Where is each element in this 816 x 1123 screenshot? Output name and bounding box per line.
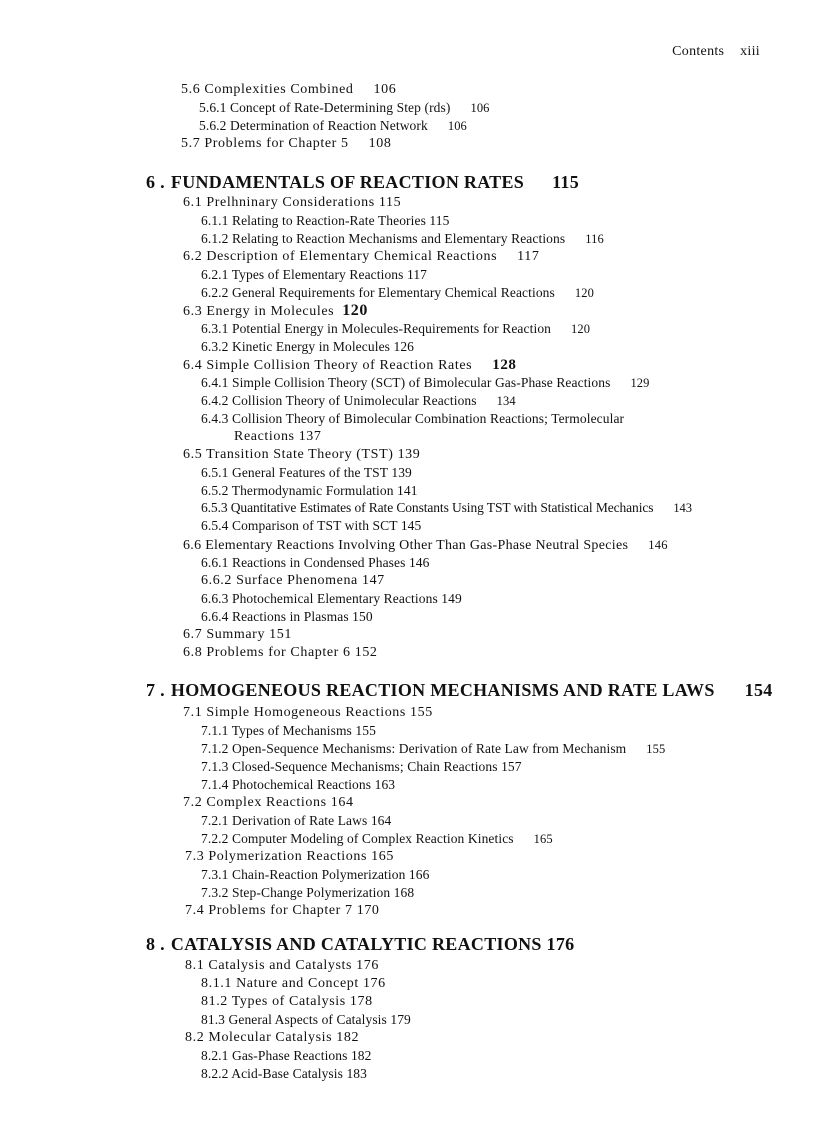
toc-entry: 6.1.1 Relating to Reaction-Rate Theories 115 [201, 213, 450, 228]
chapter-heading: 8 . CATALYSIS AND CATALYTIC REACTIONS 176 [146, 934, 575, 954]
toc-entry: 7.1.1 Types of Mechanisms 155 [201, 723, 376, 738]
toc-entry: 6.1 Prelhninary Considerations 115 [183, 195, 402, 210]
toc-entry: 6.6.2 Surface Phenomena 147 [201, 573, 385, 588]
toc-entry: 6.3 Energy in Molecules 120 [183, 302, 368, 319]
chapter-heading: 7 . HOMOGENEOUS REACTION MECHANISMS AND RATE LAWS 154 [146, 680, 773, 700]
toc-entry: 6.4.2 Collision Theory of Unimolecular Reactions 134 [201, 393, 516, 408]
toc-entry: 8.2.1 Gas-Phase Reactions 182 [201, 1048, 372, 1063]
toc-entry: 6.3.2 Kinetic Energy in Molecules 126 [201, 339, 415, 354]
toc-entry: 6.2.1 Types of Elementary Reactions 117 [201, 267, 428, 282]
toc-entry: 7.3.2 Step-Change Polymerization 168 [201, 885, 415, 900]
toc-entry: 8.2 Molecular Catalysis 182 [185, 1030, 360, 1045]
toc-entry: 7.3 Polymerization Reactions 165 [185, 849, 394, 864]
toc-entry: 7.2 Complex Reactions 164 [183, 795, 354, 810]
toc-entry: 7.2.2 Computer Modeling of Complex Reaction Kinetics 165 [201, 831, 553, 846]
toc-entry: 6.6.1 Reactions in Condensed Phases 146 [201, 555, 430, 570]
toc-entry: 5.6.2 Determination of Reaction Network 106 [199, 118, 467, 133]
toc-entry: 5.6.1 Concept of Rate-Determining Step (rds) 106 [199, 100, 490, 115]
toc-entry: 6.5.3 Quantitative Estimates of Rate Constants Using TST with Statistical Mechanics 143 [201, 500, 692, 515]
toc-entry: 6.8 Problems for Chapter 6 152 [183, 645, 378, 660]
toc-entry: 6.3.1 Potential Energy in Molecules-Requirements for Reaction 120 [201, 321, 591, 336]
toc-entry: 6.5.1 General Features of the TST 139 [201, 465, 412, 480]
toc-entry: 6.4.1 Simple Collision Theory (SCT) of Bimolecular Gas-Phase Reactions 129 [201, 375, 650, 390]
toc-entry: 6.4 Simple Collision Theory of Reaction Rates 128 [183, 357, 517, 373]
toc-entry: Reactions 137 [234, 429, 322, 444]
toc-entry: 8.1.1 Nature and Concept 176 [201, 976, 386, 991]
toc-entry: 5.6 Complexities Combined 106 [181, 82, 397, 97]
toc-entry: 7.1.2 Open-Sequence Mechanisms: Derivation of Rate Law from Mechanism 155 [201, 741, 666, 756]
toc-entry: 7.3.1 Chain-Reaction Polymerization 166 [201, 867, 430, 882]
page-number: xiii [740, 44, 760, 59]
toc-entry: 7.4 Problems for Chapter 7 170 [185, 903, 380, 918]
toc-entry: 7.1.4 Photochemical Reactions 163 [201, 777, 396, 792]
toc-entry: 6.5 Transition State Theory (TST) 139 [183, 447, 421, 462]
toc-entry: 7.1.3 Closed-Sequence Mechanisms; Chain Reactions 157 [201, 759, 522, 774]
toc-entry: 5.7 Problems for Chapter 5 108 [181, 136, 392, 151]
toc-entry: 8.2.2 Acid-Base Catalysis 183 [201, 1066, 368, 1081]
toc-entry: 7.2.1 Derivation of Rate Laws 164 [201, 813, 392, 828]
toc-entry: 6.2 Description of Elementary Chemical Reactions 117 [183, 249, 540, 264]
toc-entry: 6.1.2 Relating to Reaction Mechanisms and Elementary Reactions 116 [201, 231, 604, 246]
running-header [660, 44, 760, 60]
toc-entry: 81.3 General Aspects of Catalysis 179 [201, 1012, 411, 1027]
toc-entry: 6.4.3 Collision Theory of Bimolecular Combination Reactions; Termolecular [201, 411, 625, 426]
chapter-heading: 6 . FUNDAMENTALS OF REACTION RATES 115 [146, 172, 580, 192]
toc-entry: 6.5.2 Thermodynamic Formulation 141 [201, 483, 418, 498]
running-header-label: Contents [672, 44, 725, 59]
toc-entry: 81.2 Types of Catalysis 178 [201, 994, 373, 1009]
toc-entry: 6.5.4 Comparison of TST with SCT 145 [201, 518, 422, 533]
toc-entry: 8.1 Catalysis and Catalysts 176 [185, 958, 379, 973]
toc-entry: 7.1 Simple Homogeneous Reactions 155 [183, 705, 433, 720]
toc-entry: 6.7 Summary 151 [183, 627, 292, 642]
toc-entry: 6.6.4 Reactions in Plasmas 150 [201, 609, 373, 624]
toc-entry: 6.6 Elementary Reactions Involving Other Than Gas-Phase Neutral Species 146 [183, 538, 668, 553]
toc-entry: 6.6.3 Photochemical Elementary Reactions 149 [201, 591, 462, 606]
toc-entry: 6.2.2 General Requirements for Elementary Chemical Reactions 120 [201, 285, 594, 300]
